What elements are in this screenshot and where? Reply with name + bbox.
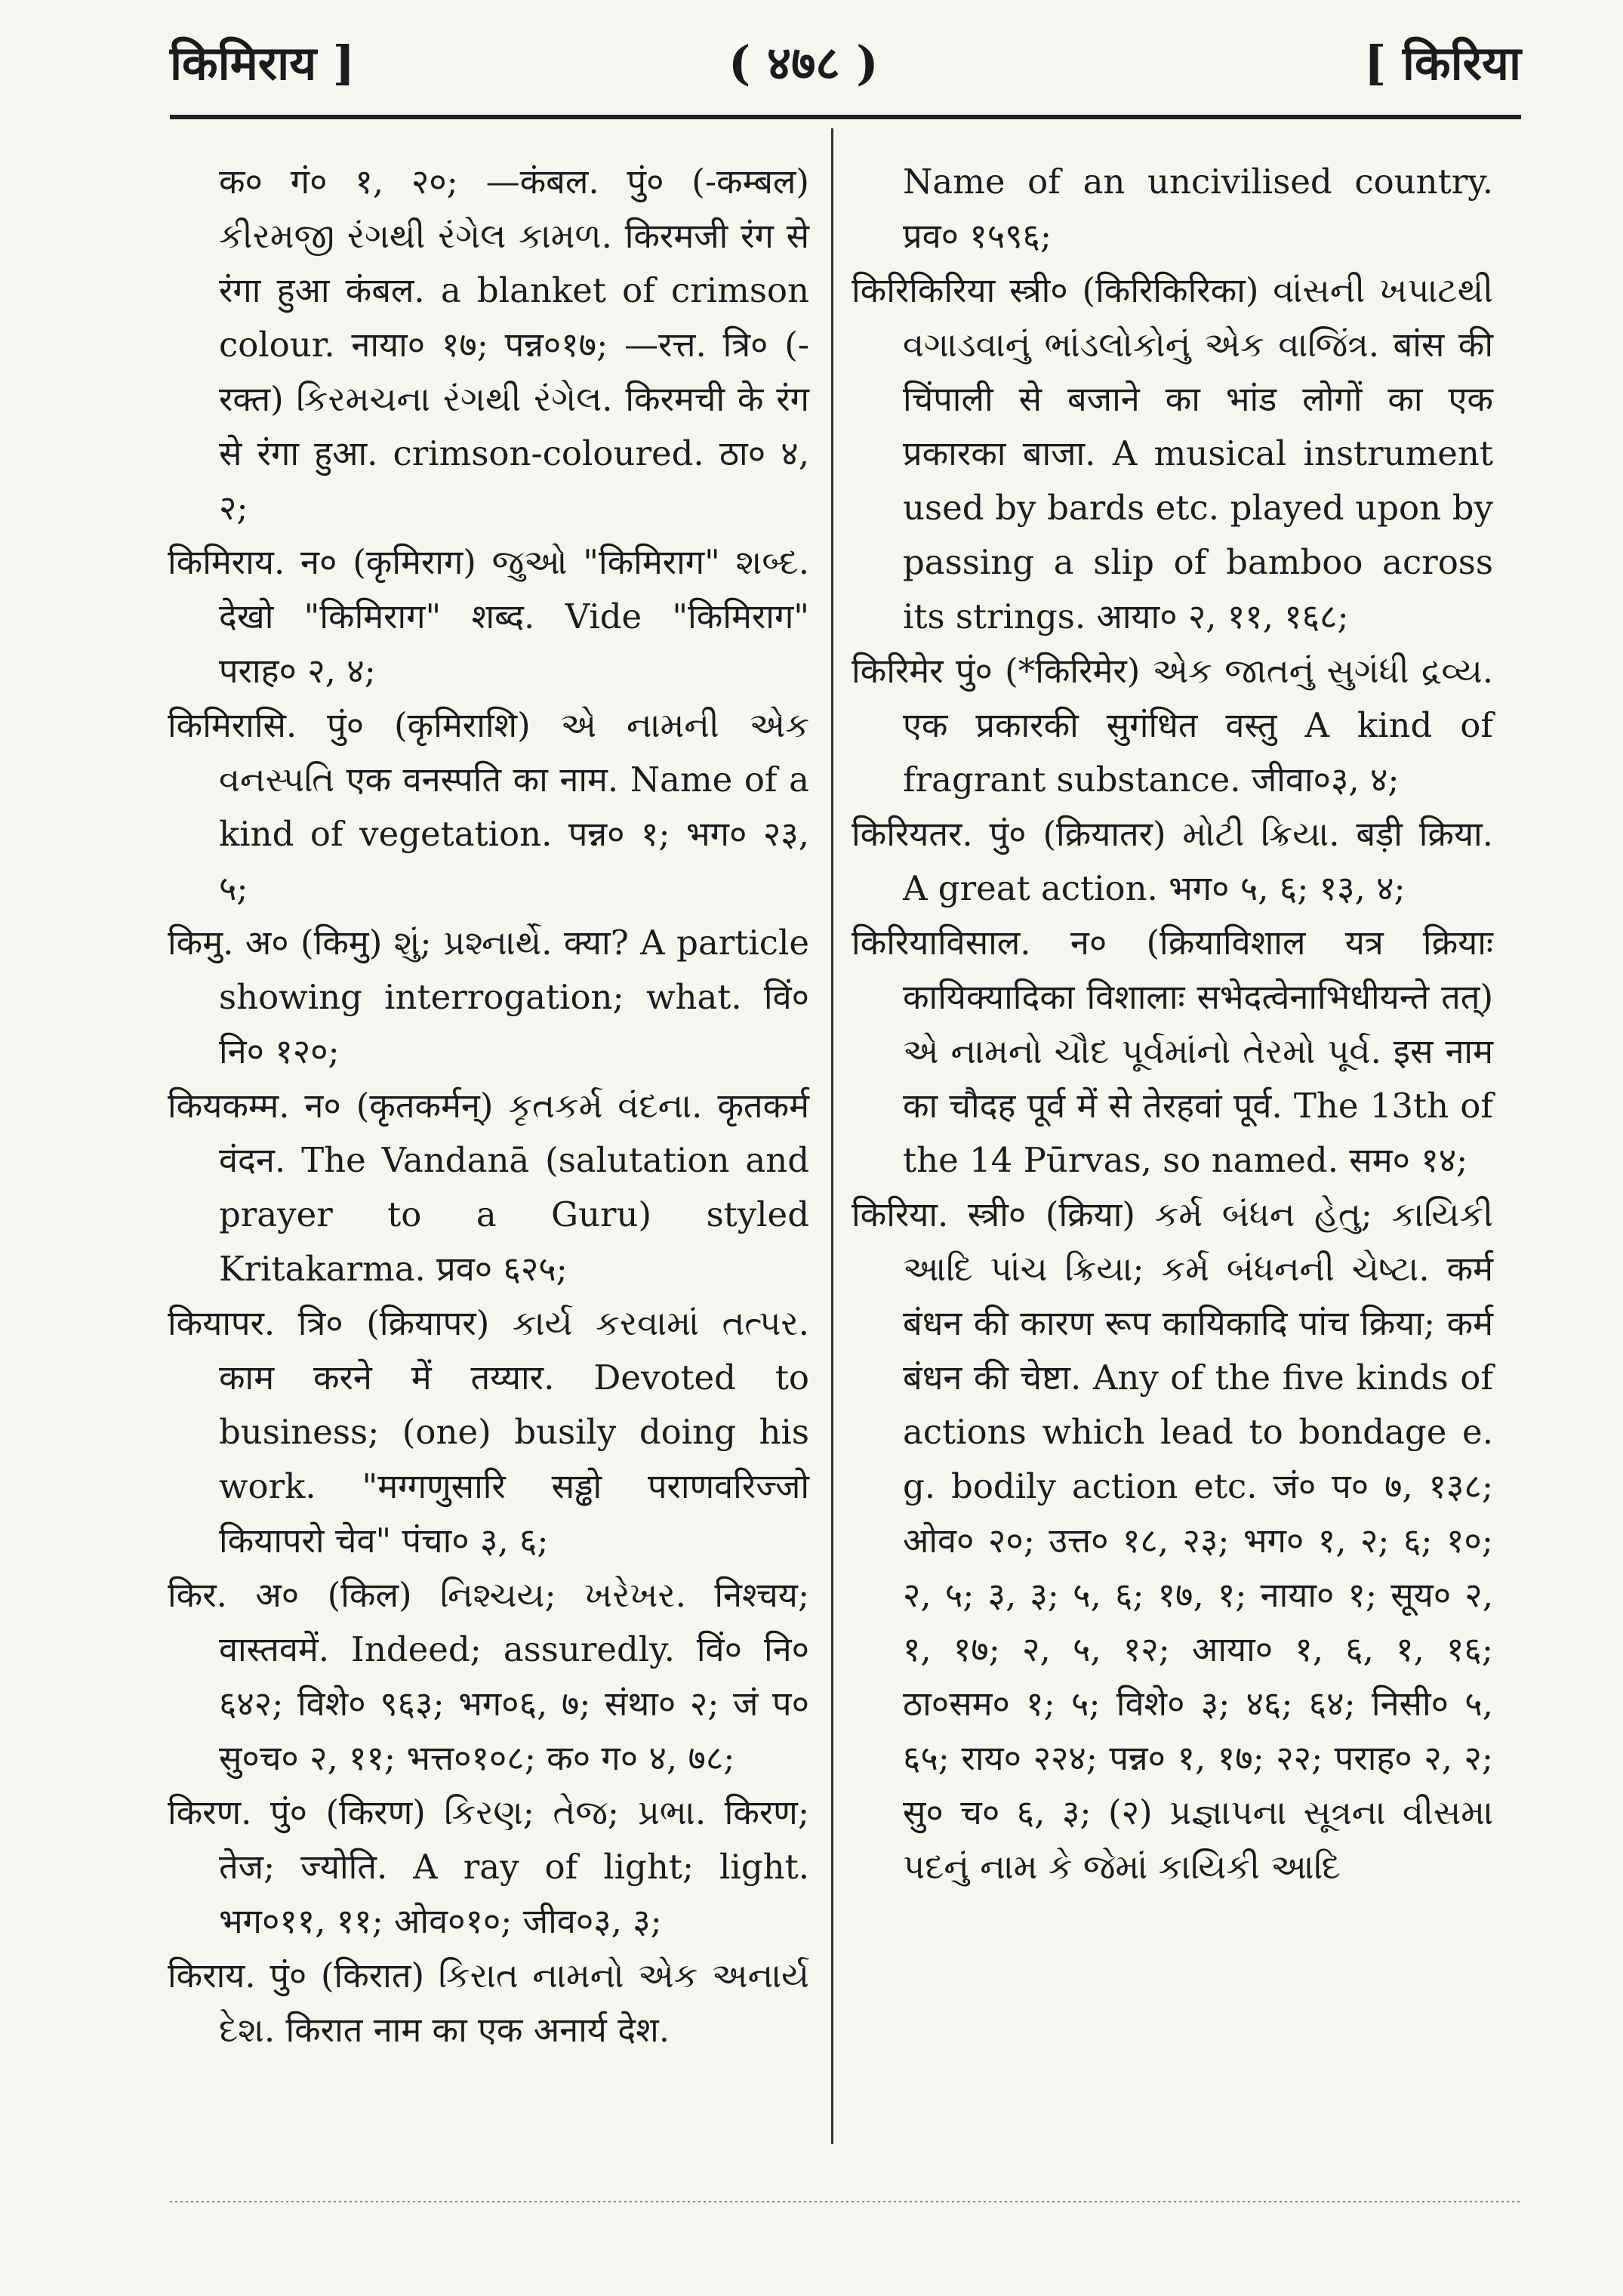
dictionary-entry: किरियाविसाल. न० (क्रियाविशाल यत्र क्रियाः कायिक्यादिका विशालाः सभेदत्वेनाभिधीयन्ते तत्) એ નામનો ચૌદ પૂર્વમાંનો તેરમો પૂર્વ. इस नाम का चौदह पूर्व में से तेरहवां पूर्व. The 13th of the 14 Pūrvas, so named. सम० १४; <box>852 923 1493 1180</box>
dictionary-entry: कियकम्म. न० (कृतकर्मन्) કૃતકર્મ વંદના. कृतकर्म वंदन. The Vandanā (salutation and prayer to a Guru) styled Kritakarma. प्रव० ६२५; <box>168 1086 809 1289</box>
dictionary-entry: किरियतर. पुं० (क्रियातर) મોટી ક્રિયા. बड़ी क्रिया. A great action. भग० ५, ६; १३, ४; <box>852 814 1493 908</box>
left-column <box>168 155 809 2057</box>
dictionary-entry: किरिकिरिया स्त्री० (किरिकिरिका) વાંસની ખપાટથી વગાડવાનું ભાંડલોકોનું એક વાજિંત્ર. बांस की चिंपाली से बजाने का भांड लोगों का एक प्रकारका बाजा. A musical instrument used by bards etc. played upon by passing a slip of bamboo across its strings. आया० २, ११, १६८; <box>852 270 1493 636</box>
right-column <box>852 155 1493 1894</box>
header-left-guideword: किमिराय ] <box>170 35 356 91</box>
header-right-guideword: [ किरिया <box>1363 35 1521 91</box>
page-number: ( ४७८ ) <box>728 35 879 91</box>
header-rule <box>170 115 1521 119</box>
dictionary-entry: किमिरासि. पुं० (कृमिराशि) એ નામની એક વનસ્પતિ एक वनस्पति का नाम. Name of a kind of vegetation. पन्न० १; भग० २३, ५; <box>168 705 809 908</box>
footer-rule <box>170 2201 1521 2202</box>
dictionary-entry: किमिराय. न० (कृमिराग) જુઓ "किमिराग" શબ્દ. देखो "किमिराग" शब्द. Vide "किमिराग" पराह० २, ४; <box>168 542 809 691</box>
dictionary-entry: कियापर. त्रि० (क्रियापर) કાર્ય કરવામાં તત્પર. काम करने में तय्यार. Devoted to business; (one) busily doing his work. "मग्गणुसारि सड्ढो पराणवरिज्जो कियापरो चेव" पंचा० ३, ६; <box>168 1303 809 1561</box>
column-divider <box>831 128 833 2144</box>
dictionary-entry: किरिमेर पुं० (*किरिमेर) એક જાતનું સુગંધી દ્રવ્ય. एक प्रकारकी सुगंधित वस्तु A kind of fragrant substance. जीवा०३, ४; <box>852 651 1493 800</box>
page-header <box>170 23 1521 106</box>
dictionary-entry: Name of an uncivilised country. प्रव० १५९६; <box>903 162 1493 256</box>
dictionary-entry: किरण. पुं० (किरण) કિરણ; તેજ; પ્રભા. किरण; तेज; ज्योति. A ray of light; light. भग०११, ११; ओव०१०; जीव०३, ३; <box>168 1792 809 1941</box>
dictionary-entry: क० गं० १, २०; —कंबल. पुं० (-कम्बल) કીરમજી રંગથી રંગેલ કામળ. किरमजी रंग से रंगा हुआ कंबल. a blanket of crimson colour. नाया० १७; पन्न०१७; —रत्त. त्रि० (-रक्त) કિરમચના રંગથી રંગેલ. किरमची के रंग से रंगा हुआ. crimson-coloured. ठा० ४, २; <box>219 162 809 528</box>
dictionary-entry: किमु. अ० (किमु) શું; પ્રશ્નાર્થે. क्या? A particle showing interrogation; what. विं० नि० १२०; <box>168 923 809 1071</box>
dictionary-entry: किर. अ० (किल) નિશ્ચય; ખરેખર. निश्चय; वास्तवमें. Indeed; assuredly. विं० नि० ६४२; विशे० ९६३; भग०६, ७; संथा० २; जं प० सु०च० २, ११; भत्त०१०८; क० ग० ४, ७८; <box>168 1575 809 1778</box>
dictionary-entry: किरिया. स्त्री० (क्रिया) કર્મ બંધન હેતુ; કાયિકી આદિ પાંચ ક્રિયા; કર્મ બંધનની ચેષ્ટા. कर्म बंधन की कारण रूप कायिकादि पांच क्रिया; कर्म बंधन की चेष्टा. Any of the five kinds of actions which lead to bondage e. g. bodily action etc. जं० प० ७, १३८; ओव० २०; उत्त० १८, २३; भग० १, २; ६; १०; २, ५; ३, ३; ५, ६; १७, १; नाया० १; सूय० २, १, १७; २, ५, १२; आया० १, ६, १, १६; ठा०सम० १; ५; विशे० ३; ४६; ६४; निसी० ५, ६५; राय० २२४; पन्न० १, १७; २२; पराह० २, २; सु० च० ६, ३; (२) પ્રજ્ઞાપના સૂત્રના વીસમા પદનું નામ કે જેમાં કાયિકી આદિ <box>852 1194 1493 1887</box>
dictionary-entry: किराय. पुं० (किरात) કિરાત નામનો એક અનાર્ય દેશ. किरात नाम का एक अनार्य देश. <box>168 1955 809 2050</box>
